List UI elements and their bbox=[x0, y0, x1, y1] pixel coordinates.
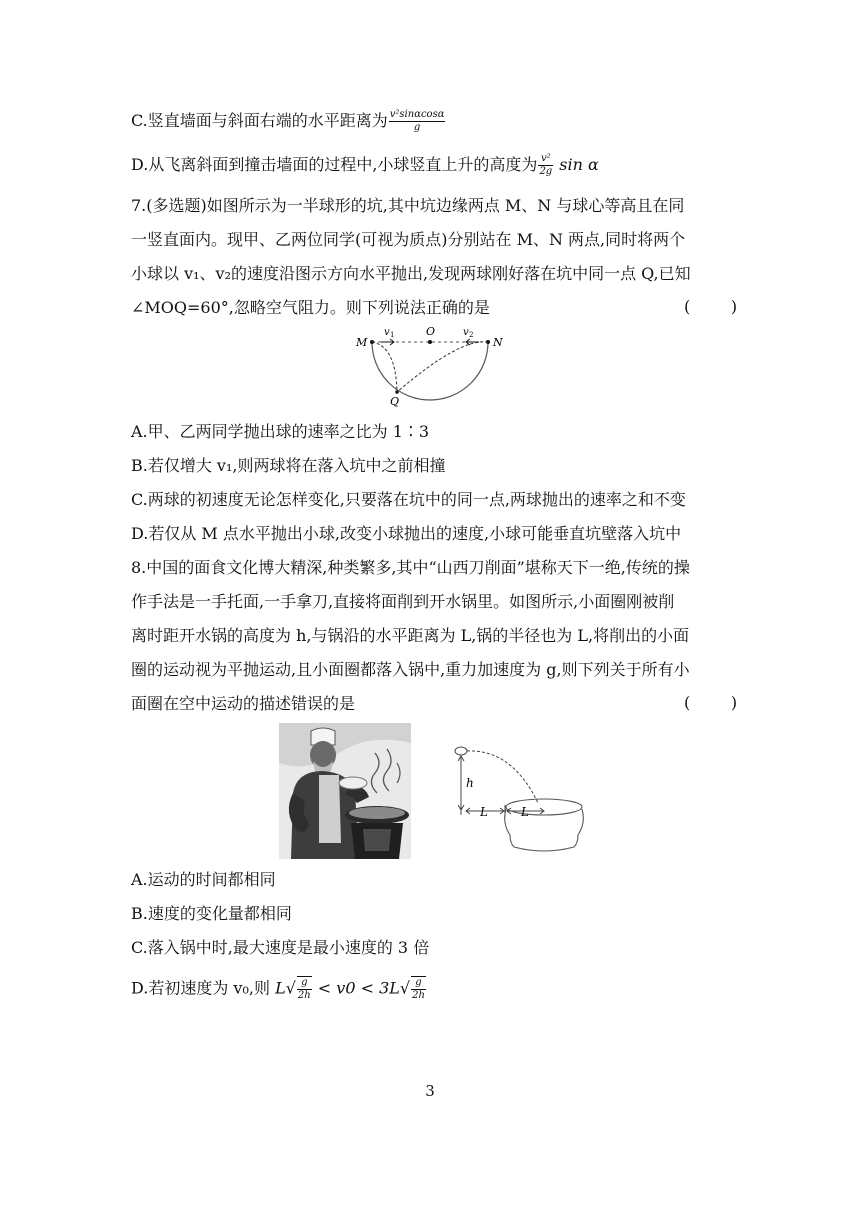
q6-option-d bbox=[131, 153, 599, 178]
q8-stem-line1: 8.中国的面食文化博大精深,种类繁多,其中“山西刀削面”堪称天下一绝,传统的操 bbox=[131, 558, 690, 577]
q8-answer-blank: ( ) bbox=[684, 693, 738, 712]
q7-hemisphere-figure bbox=[350, 322, 510, 414]
label-q: Q bbox=[390, 395, 400, 408]
trajectory-2 bbox=[397, 342, 488, 392]
q8-option-d-sqrt-2: √ $\frac{g}{2h}$ bbox=[399, 977, 425, 1001]
q8-stem-line2: 作手法是一手托面,一手拿刀,直接将面削到开水锅里。如图所示,小面圈刚被削 bbox=[131, 592, 675, 611]
q7-answer-blank: ( ) bbox=[684, 297, 738, 316]
point-o bbox=[428, 340, 432, 344]
chef-illustration bbox=[279, 723, 411, 859]
q8-pot-diagram bbox=[452, 743, 592, 855]
trajectory-1 bbox=[372, 342, 397, 392]
q6-option-c-text: C.竖直墙面与斜面右端的水平距离为 bbox=[131, 111, 388, 130]
label-v2: v bbox=[463, 327, 469, 338]
label-m: M bbox=[356, 336, 368, 349]
label-v2-sub: 2 bbox=[469, 331, 474, 339]
label-h: h bbox=[466, 776, 474, 790]
q7-stem-line3: 小球以 v₁、v₂的速度沿图示方向水平抛出,发现两球刚好落在坑中同一点 Q,已知 bbox=[131, 264, 691, 283]
q6-option-c-fraction: $\frac{\text{v²sinαcosα}}{g}$ bbox=[389, 109, 445, 133]
q7-option-d: D.若仅从 M 点水平抛出小球,改变小球抛出的速度,小球可能垂直坑壁落入坑中 bbox=[131, 524, 682, 543]
q8-option-c: C.落入锅中时,最大速度是最小速度的 3 倍 bbox=[131, 938, 430, 957]
q7-stem-line4: ∠MOQ=60°,忽略空气阻力。则下列说法正确的是 bbox=[131, 298, 490, 317]
q6-option-d-suffix: sin α bbox=[559, 155, 599, 174]
pot-rim bbox=[506, 799, 582, 815]
q7-option-a: A.甲、乙两同学抛出球的速率之比为 1∶3 bbox=[131, 422, 430, 441]
label-v1-sub: 1 bbox=[390, 331, 395, 339]
q8-option-d-mid: < v0 < 3 bbox=[312, 978, 390, 998]
q8-option-d-l: L bbox=[275, 978, 286, 998]
label-l1: L bbox=[480, 805, 488, 819]
q8-option-b: B.速度的变化量都相同 bbox=[131, 904, 292, 923]
page-number: 3 bbox=[425, 1082, 435, 1100]
q6-option-d-text: D.从飞离斜面到撞击墙面的过程中,小球竖直上升的高度为 bbox=[131, 155, 538, 174]
q8-option-d bbox=[131, 976, 427, 1002]
q8-stem-line3: 离时距开水锅的高度为 h,与锅沿的水平距离为 L,锅的半径也为 L,将削出的小面 bbox=[131, 626, 690, 645]
v1-arrow bbox=[381, 339, 394, 345]
q8-option-a: A.运动的时间都相同 bbox=[131, 870, 276, 889]
label-l2: L bbox=[521, 805, 529, 819]
q8-option-d-l2: L bbox=[389, 978, 400, 998]
label-n: N bbox=[493, 336, 503, 349]
label-o: O bbox=[426, 325, 436, 338]
hemisphere-arc bbox=[372, 342, 488, 400]
trajectory bbox=[467, 751, 538, 803]
q8-stem-line5: 面圈在空中运动的描述错误的是 bbox=[131, 694, 356, 713]
q7-option-b: B.若仅增大 v₁,则两球将在落入坑中之前相撞 bbox=[131, 456, 446, 475]
q7-stem-line2: 一竖直面内。现甲、乙两位同学(可视为质点)分别站在 M、N 两点,同时将两个 bbox=[131, 230, 686, 249]
label-v1: v bbox=[384, 327, 390, 338]
q6-option-c bbox=[131, 109, 446, 134]
q6-option-d-fraction: $\frac{\text{v²}}{2g}$ bbox=[539, 153, 553, 177]
dough-ring bbox=[455, 747, 467, 755]
q8-option-d-prefix: D.若初速度为 v₀,则 bbox=[131, 978, 276, 998]
v2-arrow bbox=[466, 339, 479, 345]
q7-stem-line1: 7.(多选题)如图所示为一半球形的坑,其中坑边缘两点 M、N 与球心等高且在同 bbox=[131, 196, 685, 215]
q8-stem-line4: 圈的运动视为平抛运动,且小面圈都落入锅中,重力加速度为 g,则下列关于所有小 bbox=[131, 660, 690, 679]
q8-option-d-sqrt-1: √ $\frac{g}{2h}$ bbox=[285, 977, 311, 1001]
q7-option-c: C.两球的初速度无论怎样变化,只要落在坑中的同一点,两球抛出的速率之和不变 bbox=[131, 490, 686, 509]
